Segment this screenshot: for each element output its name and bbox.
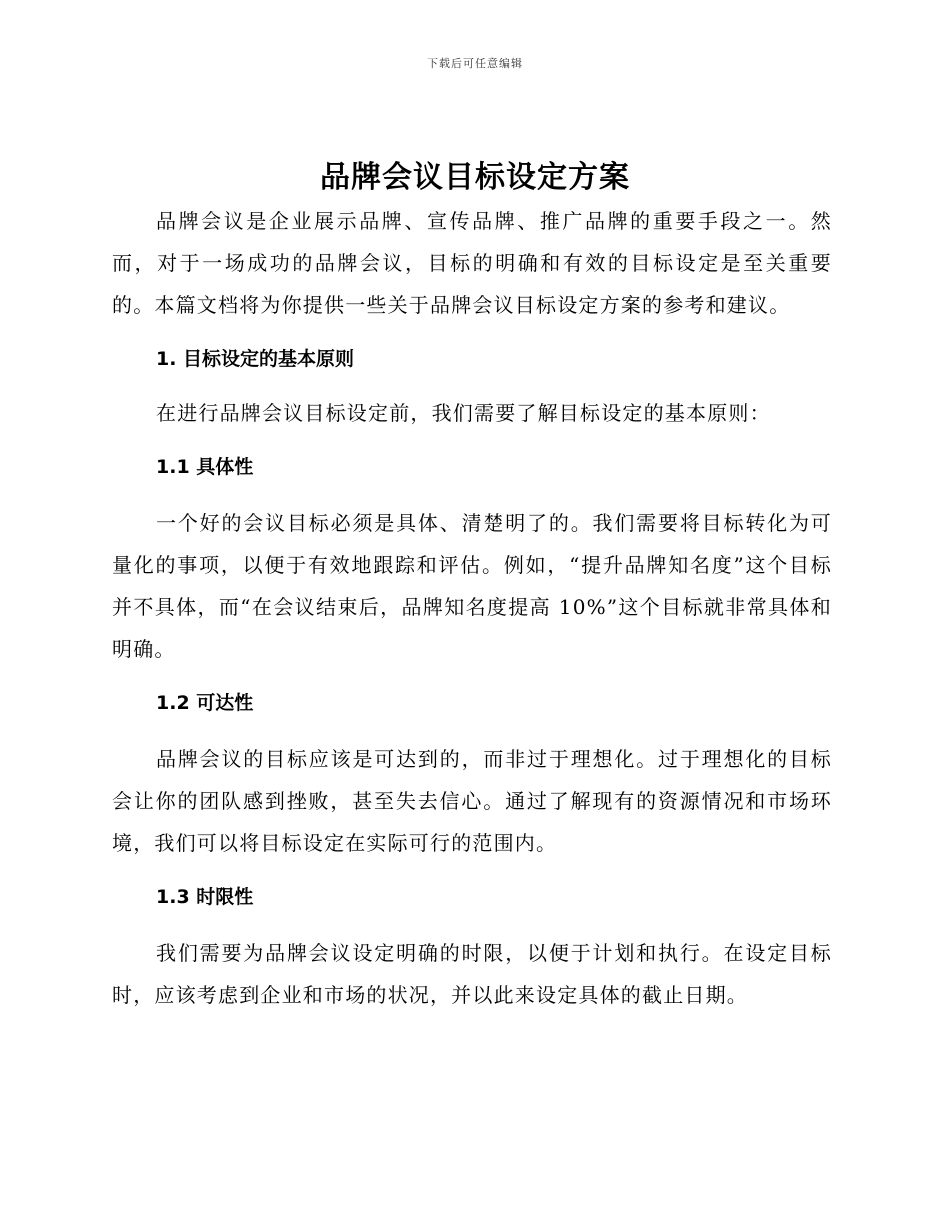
section-timeliness-text: 我们需要为品牌会议设定明确的时限，以便于计划和执行。在设定目标时，应该考虑到企业和市场的状况，并以此来设定具体的截止日期。 (112, 941, 832, 1007)
section-specificity-text: 一个好的会议目标必须是具体、清楚明了的。我们需要将目标转化为可量化的事项，以便于有效地跟踪和评估。例如，“提升品牌知名度”这个目标并不具体，而“在会议结束后，品牌知名度提高 10%”这个目标就非常具体和明确。 (112, 511, 832, 661)
header-note: 下载后可任意编辑 (427, 57, 523, 70)
section-achievability-text: 品牌会议的目标应该是可达到的，而非过于理想化。过于理想化的目标会让你的团队感到挫败，甚至失去信心。通过了解现有的资源情况和市场环境，我们可以将目标设定在实际可行的范围内。 (112, 747, 832, 855)
document-title: 品牌会议目标设定方案 (320, 160, 630, 195)
section-heading-principles: 1. 目标设定的基本原则 (156, 348, 355, 370)
document-body (112, 200, 832, 1016)
section-heading-specificity: 1.1 具体性 (156, 456, 254, 478)
section-heading-achievability: 1.2 可达性 (156, 692, 254, 714)
section-principles-text: 在进行品牌会议目标设定前，我们需要了解目标设定的基本原则： (156, 401, 771, 425)
intro-paragraph: 品牌会议是企业展示品牌、宣传品牌、推广品牌的重要手段之一。然而，对于一场成功的品牌会议，目标的明确和有效的目标设定是至关重要的。本篇文档将为你提供一些关于品牌会议目标设定方案的参考和建议。 (112, 209, 832, 317)
section-heading-timeliness: 1.3 时限性 (156, 886, 254, 908)
